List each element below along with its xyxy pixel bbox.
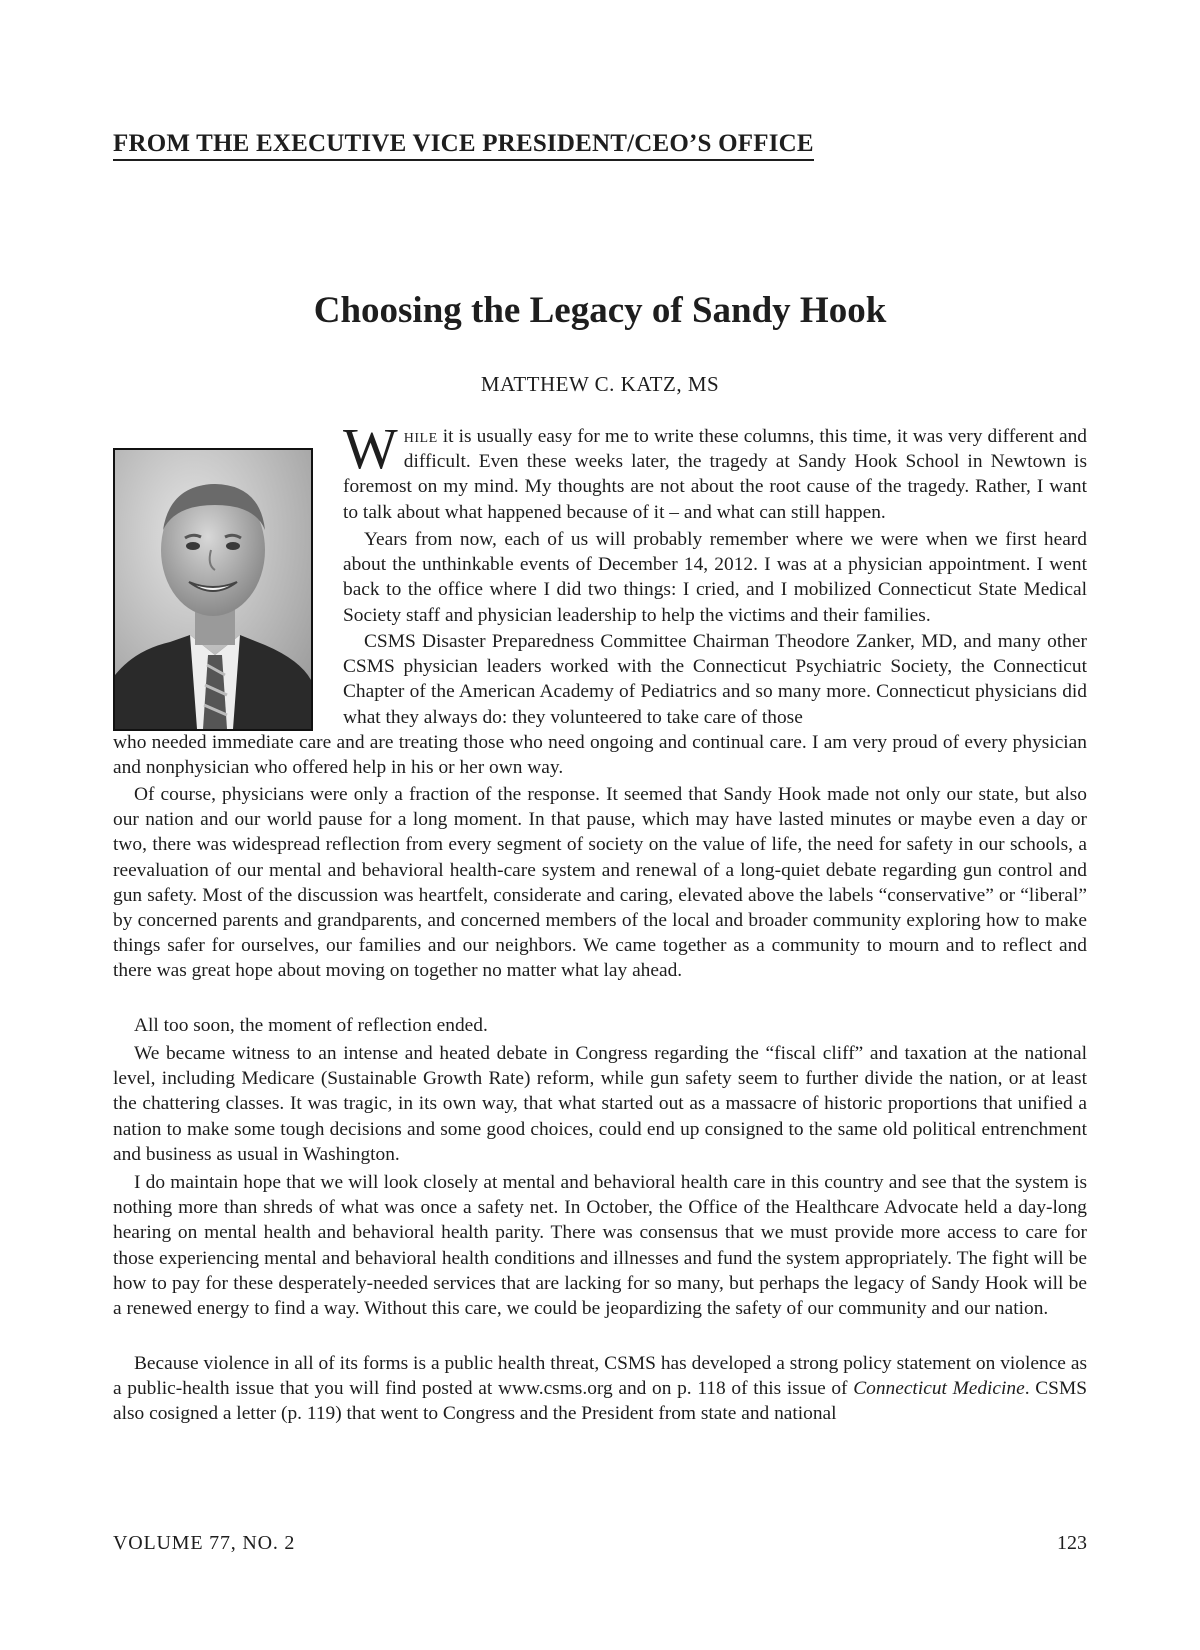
section-header: FROM THE EXECUTIVE VICE PRESIDENT/CEO’S OFFICE <box>113 130 814 161</box>
lead-smallcaps: hile <box>403 426 438 447</box>
paragraph-1-text: it is usually easy for me to write these columns, this time, it was very different and difficult. Even these weeks later, the tragedy at Sandy Hook School in Newtown is foremost on my mind. My thoughts are not about the root cause of the tragedy. Rather, I want to talk about what happened because of it – and what can still happen. <box>343 426 1087 523</box>
paragraph-1 <box>343 416 1087 525</box>
paragraph-8-start: Because violence in all of its forms is a public health threat, CSMS has developed a strong policy statement on violence as a public-health issue that you will find posted at www.csms.org and on p. 118 of this issue of <box>113 1353 1087 1400</box>
paragraph-6: We became witness to an intense and heated debate in Congress regarding the “fiscal cliff” and taxation at the national level, including Medicare (Sustainable Growth Rate) reform, while gun safety seem to further divide the nation, or at least the chattering classes. It was tragic, in its own way, that what started out as a massacre of historic proportions that unified a nation to make some tough decisions and some good choices, could end up consigned to the same old political entrenchment and business as usual in Washington. <box>113 1043 1087 1165</box>
drop-cap: W <box>343 416 398 481</box>
article-title: Choosing the Legacy of Sandy Hook <box>313 290 887 331</box>
paragraph-3-narrow: CSMS Disaster Preparedness Committee Chairman Theodore Zanker, MD, and many other CSMS physician leaders worked with the Connecticut Psychiatric Society, the Connecticut Chapter of the American Academy of Pediatrics and so many more. Connecticut physicians did what they always do: they volunteered to take care of those <box>343 631 1087 728</box>
paragraph-5: All too soon, the moment of reflection ended. <box>134 1015 488 1036</box>
paragraph-2: Years from now, each of us will probably remember where we were when we first heard about the unthinkable events of December 14, 2012. I was at a physician appointment. I went back to the office where I did two things: I cried, and I mobilized Connecticut State Medical Society staff and physician leadership to help the victims and their families. <box>343 529 1087 626</box>
paragraph-8 <box>113 1351 1087 1427</box>
footer-page-number: 123 <box>1057 1532 1087 1554</box>
paragraph-8-end: . CSMS also cosigned a letter (p. 119) that went to Congress and the President from state and national <box>113 1378 1087 1425</box>
paragraph-3-wide: who needed immediate care and are treating those who need ongoing and continual care. I am very proud of every physician and nonphysician who offered help in his or her own way. <box>113 732 1087 779</box>
paragraph-4: Of course, physicians were only a fraction of the response. It seemed that Sandy Hook made not only our state, but also our nation and our world pause for a long moment. In that pause, which may have lasted minutes or maybe even a day or two, there was widespread reflection from every segment of society on the value of life, the need for safety in our schools, a reevaluation of our mental and behavioral health-care system and renewal of a long-quiet debate regarding gun control and gun safety. Most of the discussion was heartfelt, considerate and caring, elevated above the labels “conservative” or “liberal” by concerned parents and grandparents, and concerned members of the local and broader community exploring how to make things safer for ourselves, our families and our neighbors. We came together as a community to mourn and to reflect and there was great hope about moving on together no matter what lay ahead. <box>113 784 1087 982</box>
footer-volume: VOLUME 77, NO. 2 <box>113 1532 296 1554</box>
author-photo <box>113 448 313 731</box>
paragraph-7: I do maintain hope that we will look closely at mental and behavioral health care in this country and see that the system is nothing more than shreds of what was once a safety net. In October, the Office of the Healthcare Advocate held a day-long hearing on mental health and behavioral health parity. There was consensus that we must provide more access to care for those experiencing mental and behavioral health conditions and illnesses and fund the system appropriately. The fight will be how to pay for these desperately-needed services that are lacking for so many, but perhaps the legacy of Sandy Hook will be a renewed energy to find a way. Without this care, we could be jeopardizing the safety of our community and our nation. <box>113 1172 1087 1320</box>
article-author: MATTHEW C. KATZ, MS <box>480 372 720 396</box>
journal-name: Connecticut Medicine <box>853 1378 1025 1400</box>
